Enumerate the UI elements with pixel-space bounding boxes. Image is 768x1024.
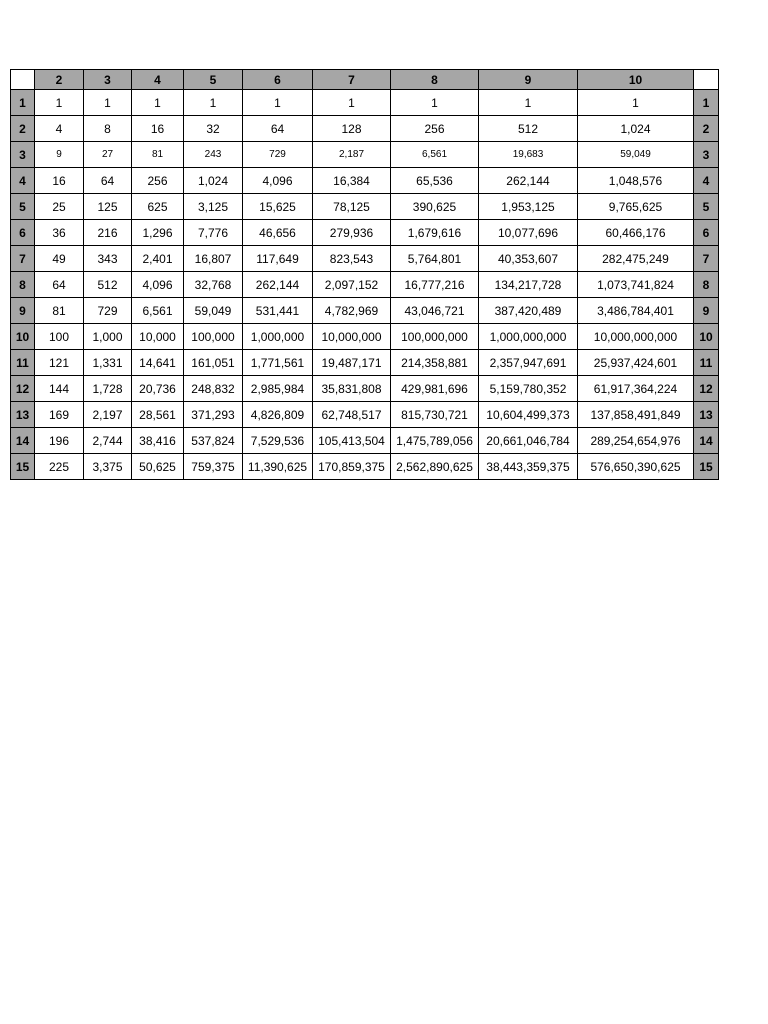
row-header-right: 6 <box>694 220 719 246</box>
table-cell: 60,466,176 <box>578 220 694 246</box>
table-cell: 100,000,000 <box>391 324 479 350</box>
table-cell: 19,683 <box>479 142 578 168</box>
table-cell: 729 <box>84 298 132 324</box>
table-cell: 46,656 <box>243 220 313 246</box>
table-cell: 2,744 <box>84 428 132 454</box>
table-cell: 390,625 <box>391 194 479 220</box>
table-cell: 169 <box>35 402 84 428</box>
row-header-left: 13 <box>11 402 35 428</box>
column-header: 10 <box>578 70 694 90</box>
row-header-left: 3 <box>11 142 35 168</box>
row-header-left: 8 <box>11 272 35 298</box>
table-cell: 125 <box>84 194 132 220</box>
table-cell: 16,807 <box>184 246 243 272</box>
table-cell: 105,413,504 <box>313 428 391 454</box>
row-header-right: 9 <box>694 298 719 324</box>
row-header-right: 4 <box>694 168 719 194</box>
row-header-right: 8 <box>694 272 719 298</box>
table-cell: 216 <box>84 220 132 246</box>
table-cell: 256 <box>391 116 479 142</box>
corner-cell-right <box>694 70 719 90</box>
table-cell: 2,985,984 <box>243 376 313 402</box>
row-header-left: 15 <box>11 454 35 480</box>
column-header: 3 <box>84 70 132 90</box>
table-cell: 1 <box>391 90 479 116</box>
table-cell: 10,604,499,373 <box>479 402 578 428</box>
table-cell: 81 <box>132 142 184 168</box>
table-cell: 10,000,000 <box>313 324 391 350</box>
table-cell: 121 <box>35 350 84 376</box>
table-cell: 262,144 <box>479 168 578 194</box>
table-cell: 1,073,741,824 <box>578 272 694 298</box>
table-cell: 3,375 <box>84 454 132 480</box>
table-cell: 100 <box>35 324 84 350</box>
row-header-left: 9 <box>11 298 35 324</box>
table-cell: 1,024 <box>184 168 243 194</box>
table-cell: 64 <box>84 168 132 194</box>
table-cell: 32 <box>184 116 243 142</box>
table-cell: 59,049 <box>184 298 243 324</box>
table-cell: 7,529,536 <box>243 428 313 454</box>
table-cell: 61,917,364,224 <box>578 376 694 402</box>
table-cell: 1,679,616 <box>391 220 479 246</box>
column-header: 4 <box>132 70 184 90</box>
table-cell: 144 <box>35 376 84 402</box>
table-cell: 279,936 <box>313 220 391 246</box>
table-cell: 49 <box>35 246 84 272</box>
table-cell: 1 <box>84 90 132 116</box>
table-cell: 531,441 <box>243 298 313 324</box>
table-cell: 576,650,390,625 <box>578 454 694 480</box>
table-cell: 4,096 <box>243 168 313 194</box>
table-cell: 2,357,947,691 <box>479 350 578 376</box>
row-header-left: 12 <box>11 376 35 402</box>
table-cell: 2,187 <box>313 142 391 168</box>
column-header: 9 <box>479 70 578 90</box>
table-cell: 4,826,809 <box>243 402 313 428</box>
table-cell: 36 <box>35 220 84 246</box>
column-header: 2 <box>35 70 84 90</box>
table-cell: 214,358,881 <box>391 350 479 376</box>
column-header: 8 <box>391 70 479 90</box>
table-cell: 1,000,000 <box>243 324 313 350</box>
table-cell: 8 <box>84 116 132 142</box>
table-cell: 1,728 <box>84 376 132 402</box>
table-cell: 137,858,491,849 <box>578 402 694 428</box>
table-cell: 1,953,125 <box>479 194 578 220</box>
row-header-left: 5 <box>11 194 35 220</box>
table-cell: 225 <box>35 454 84 480</box>
table-cell: 27 <box>84 142 132 168</box>
table-cell: 2,562,890,625 <box>391 454 479 480</box>
table-cell: 64 <box>35 272 84 298</box>
table-cell: 161,051 <box>184 350 243 376</box>
row-header-right: 14 <box>694 428 719 454</box>
row-header-left: 1 <box>11 90 35 116</box>
table-row <box>11 116 719 142</box>
table-body <box>11 90 719 480</box>
table-cell: 81 <box>35 298 84 324</box>
powers-table <box>10 69 719 480</box>
table-cell: 1 <box>313 90 391 116</box>
table-cell: 9 <box>35 142 84 168</box>
table-cell: 1 <box>479 90 578 116</box>
table-cell: 5,764,801 <box>391 246 479 272</box>
table-cell: 25,937,424,601 <box>578 350 694 376</box>
header-row <box>11 70 719 90</box>
table-cell: 262,144 <box>243 272 313 298</box>
table-cell: 1,024 <box>578 116 694 142</box>
table-cell: 25 <box>35 194 84 220</box>
table-cell: 1,296 <box>132 220 184 246</box>
table-cell: 100,000 <box>184 324 243 350</box>
table-cell: 4 <box>35 116 84 142</box>
table-cell: 2,097,152 <box>313 272 391 298</box>
row-header-right: 7 <box>694 246 719 272</box>
table-cell: 15,625 <box>243 194 313 220</box>
table-cell: 16 <box>35 168 84 194</box>
table-cell: 40,353,607 <box>479 246 578 272</box>
table-cell: 6,561 <box>391 142 479 168</box>
table-cell: 28,561 <box>132 402 184 428</box>
table-cell: 117,649 <box>243 246 313 272</box>
table-cell: 1,048,576 <box>578 168 694 194</box>
table-cell: 196 <box>35 428 84 454</box>
table-row <box>11 246 719 272</box>
table-row <box>11 454 719 480</box>
table-cell: 1 <box>35 90 84 116</box>
row-header-left: 4 <box>11 168 35 194</box>
table-cell: 343 <box>84 246 132 272</box>
table-cell: 35,831,808 <box>313 376 391 402</box>
table-cell: 14,641 <box>132 350 184 376</box>
table-row <box>11 194 719 220</box>
row-header-left: 6 <box>11 220 35 246</box>
table-cell: 59,049 <box>578 142 694 168</box>
table-cell: 371,293 <box>184 402 243 428</box>
table-cell: 3,125 <box>184 194 243 220</box>
table-cell: 1 <box>184 90 243 116</box>
column-header: 6 <box>243 70 313 90</box>
table-cell: 10,000,000,000 <box>578 324 694 350</box>
table-cell: 815,730,721 <box>391 402 479 428</box>
table-cell: 38,416 <box>132 428 184 454</box>
table-cell: 64 <box>243 116 313 142</box>
table-cell: 20,736 <box>132 376 184 402</box>
table-cell: 537,824 <box>184 428 243 454</box>
table-cell: 11,390,625 <box>243 454 313 480</box>
table-cell: 5,159,780,352 <box>479 376 578 402</box>
table-cell: 1 <box>578 90 694 116</box>
table-cell: 16,777,216 <box>391 272 479 298</box>
table-cell: 4,096 <box>132 272 184 298</box>
row-header-right: 15 <box>694 454 719 480</box>
table-cell: 19,487,171 <box>313 350 391 376</box>
table-cell: 43,046,721 <box>391 298 479 324</box>
row-header-right: 2 <box>694 116 719 142</box>
table-cell: 3,486,784,401 <box>578 298 694 324</box>
table-row <box>11 90 719 116</box>
table-cell: 16 <box>132 116 184 142</box>
row-header-left: 2 <box>11 116 35 142</box>
table-cell: 823,543 <box>313 246 391 272</box>
table-cell: 62,748,517 <box>313 402 391 428</box>
table-cell: 128 <box>313 116 391 142</box>
table-cell: 1,000 <box>84 324 132 350</box>
table-cell: 170,859,375 <box>313 454 391 480</box>
table-cell: 2,401 <box>132 246 184 272</box>
table-cell: 243 <box>184 142 243 168</box>
table-cell: 625 <box>132 194 184 220</box>
table-row <box>11 428 719 454</box>
row-header-left: 7 <box>11 246 35 272</box>
table-cell: 10,000 <box>132 324 184 350</box>
table-row <box>11 402 719 428</box>
table-cell: 248,832 <box>184 376 243 402</box>
row-header-right: 5 <box>694 194 719 220</box>
table-row <box>11 324 719 350</box>
row-header-left: 14 <box>11 428 35 454</box>
table-cell: 134,217,728 <box>479 272 578 298</box>
table-row <box>11 272 719 298</box>
table-cell: 7,776 <box>184 220 243 246</box>
table-cell: 10,077,696 <box>479 220 578 246</box>
row-header-left: 10 <box>11 324 35 350</box>
table-cell: 512 <box>479 116 578 142</box>
table-row <box>11 350 719 376</box>
table-cell: 9,765,625 <box>578 194 694 220</box>
table-row <box>11 220 719 246</box>
row-header-right: 1 <box>694 90 719 116</box>
table-row <box>11 142 719 168</box>
column-header: 5 <box>184 70 243 90</box>
table-cell: 1,475,789,056 <box>391 428 479 454</box>
table-cell: 1,331 <box>84 350 132 376</box>
table-cell: 50,625 <box>132 454 184 480</box>
table-row <box>11 376 719 402</box>
table-cell: 16,384 <box>313 168 391 194</box>
table-cell: 4,782,969 <box>313 298 391 324</box>
table-cell: 1 <box>132 90 184 116</box>
row-header-right: 10 <box>694 324 719 350</box>
table-row <box>11 298 719 324</box>
row-header-left: 11 <box>11 350 35 376</box>
table-cell: 38,443,359,375 <box>479 454 578 480</box>
table-cell: 387,420,489 <box>479 298 578 324</box>
table-cell: 512 <box>84 272 132 298</box>
row-header-right: 12 <box>694 376 719 402</box>
table-cell: 78,125 <box>313 194 391 220</box>
row-header-right: 13 <box>694 402 719 428</box>
table-cell: 2,197 <box>84 402 132 428</box>
table-cell: 65,536 <box>391 168 479 194</box>
table-cell: 729 <box>243 142 313 168</box>
table-cell: 1 <box>243 90 313 116</box>
table-cell: 32,768 <box>184 272 243 298</box>
row-header-right: 11 <box>694 350 719 376</box>
table-cell: 6,561 <box>132 298 184 324</box>
row-header-right: 3 <box>694 142 719 168</box>
table-cell: 429,981,696 <box>391 376 479 402</box>
corner-cell-left <box>11 70 35 90</box>
table-cell: 289,254,654,976 <box>578 428 694 454</box>
table-cell: 1,000,000,000 <box>479 324 578 350</box>
table-cell: 256 <box>132 168 184 194</box>
table-cell: 1,771,561 <box>243 350 313 376</box>
table-cell: 282,475,249 <box>578 246 694 272</box>
table-cell: 20,661,046,784 <box>479 428 578 454</box>
table-cell: 759,375 <box>184 454 243 480</box>
column-header: 7 <box>313 70 391 90</box>
table-row <box>11 168 719 194</box>
